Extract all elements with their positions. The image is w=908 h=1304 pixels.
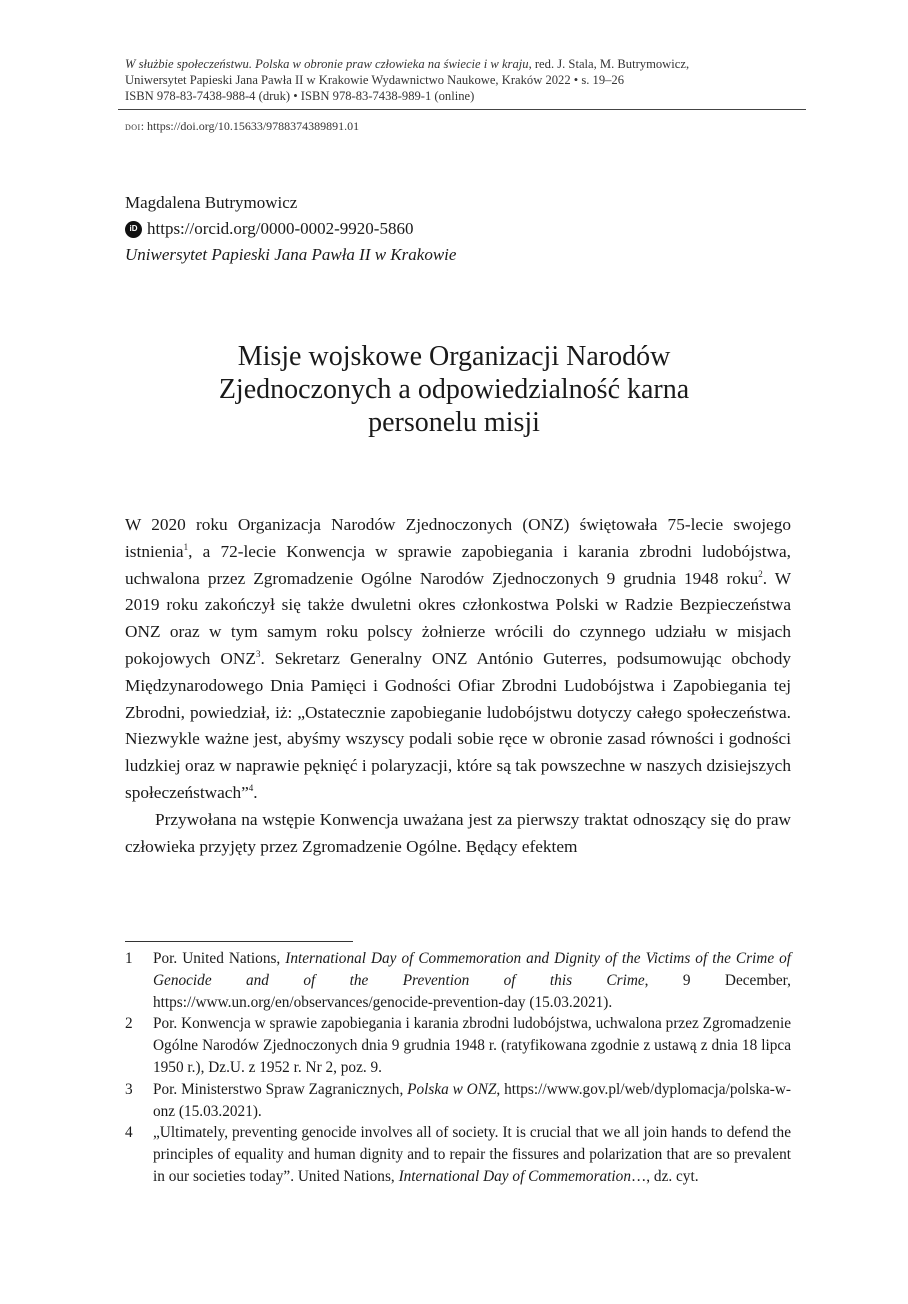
p1-segment-1: W 2020 roku Organizacja Narodów Zjednoczonych (ONZ) świętowała 75-lecie swojego istnienia xyxy=(125,515,791,561)
author-name: Magdalena Butrymowicz xyxy=(125,193,298,212)
orcid-link[interactable]: https://orcid.org/0000-0002-9920-5860 xyxy=(147,219,414,238)
p1-segment-3: . W 2019 roku zakończył się także dwuletni okres członkostwa Polski w Radzie Bezpieczeństwa ONZ oraz w tym samym roku polscy żołnierze wrócili do czynnego udziału w misjach pokojowych ONZ xyxy=(125,568,792,668)
footnotes xyxy=(125,948,791,1188)
footnote-number: 3 xyxy=(125,1080,133,1098)
title-line-1: Misje wojskowe Organizacji Narodów xyxy=(237,341,671,372)
paragraph-2: Przywołana na wstępie Konwencja uważana jest za pierwszy traktat odnoszący się do praw człowieka przyjęty przez Zgromadzenie Ogólne. Będący efektem xyxy=(125,809,791,856)
footnote-pre: „Ultimately, preventing genocide involves all of society. It is crucial that we all join hands to defend the principles of equality and human dignity and to repair the fissures and polarization that are so prevalent in our societies today”. United Nations, xyxy=(153,1124,791,1185)
footnote-ref-2[interactable]: 2 xyxy=(758,568,763,579)
footnote-text xyxy=(153,1122,791,1187)
footnote-text xyxy=(153,948,791,1013)
footnote-post: …, dz. cyt. xyxy=(630,1167,699,1185)
footnote-number: 1 xyxy=(125,950,133,967)
p1-segment-5: . xyxy=(253,782,258,802)
footnote-1 xyxy=(125,948,791,1013)
page-header xyxy=(125,56,791,104)
footnote-ref-3[interactable]: 3 xyxy=(255,649,261,660)
footnote-post: , 9 December, https://www.un.org/en/observances/genocide-prevention-day (15.03.2021). xyxy=(153,971,791,1011)
footnote-pre: Por. Konwencja w sprawie zapobiegania i karania zbrodni ludobójstwa, uchwalona przez Zgromadzenie Ogólne Narodów Zjednoczonych dnia 9 grudnia 1948 r. (ratyfikowana zgodnie z ustawą z dnia 18 lipca 1950 r.), Dz.U. z 1952 r. Nr 2, poz. 9. xyxy=(153,1015,791,1076)
footnote-rule xyxy=(125,941,353,942)
book-editors: , red. J. Stala, M. Butrymowicz, xyxy=(528,57,690,71)
doi-label: doi xyxy=(125,119,141,133)
footnote-3 xyxy=(125,1079,791,1123)
footnote-ref-1[interactable]: 1 xyxy=(183,542,189,553)
header-rule xyxy=(118,109,806,110)
footnote-number: 4 xyxy=(125,1124,133,1142)
footnote-number: 2 xyxy=(125,1015,133,1033)
author-block xyxy=(125,190,456,268)
title-line-2: Zjednoczonych a odpowiedzialność karna xyxy=(218,374,690,405)
doi-line xyxy=(125,119,359,134)
footnote-text xyxy=(153,1079,791,1123)
article-title xyxy=(100,340,808,439)
header-line-1 xyxy=(125,56,791,72)
footnote-text xyxy=(153,1013,791,1078)
title-line-3: personelu misji xyxy=(368,407,540,438)
paragraph-1 xyxy=(125,512,791,807)
footnote-italic: Polska w ONZ xyxy=(407,1080,497,1098)
doi-link[interactable]: : https://doi.org/10.15633/9788374389891.01 xyxy=(140,119,360,133)
author-affiliation: Uniwersytet Papieski Jana Pawła II w Krakowie xyxy=(125,245,457,264)
footnote-italic: International Day of Commemoration and Dignity of the Victims of the Crime of Genocide and of the Prevention of this Crime xyxy=(153,950,792,989)
footnote-pre: Por. United Nations, xyxy=(153,950,286,967)
p1-segment-4: . Sekretarz Generalny ONZ António Guterres, podsumowując obchody Międzynarodowego Dnia Pamięci i Godności Ofiar Zbrodni Ludobójstwa i Zapobiegania tej Zbrodni, powiedział, iż: „Ostatecznie zapobieganie ludobójstwu dotyczy całego społeczeństwa. Niezwykle ważne jest, abyśmy wszyscy podali sobie ręce w obronie zasad równości i godności ludzkiej oraz w naprawie pęknięć i polaryzacji, które są tak powszechne w naszych dzisiejszych społeczeństwach” xyxy=(125,648,791,802)
orcid-icon: iD xyxy=(125,221,142,238)
footnote-2 xyxy=(125,1013,791,1078)
body-text xyxy=(125,512,791,860)
footnote-ref-4[interactable]: 4 xyxy=(248,783,254,794)
header-line-3: ISBN 978-83-7438-988-4 (druk) • ISBN 978-83-7438-989-1 (online) xyxy=(125,89,475,103)
footnote-post: , https://www.gov.pl/web/dyplomacja/polska-w-onz (15.03.2021). xyxy=(153,1080,791,1120)
book-title: W służbie społeczeństwu. Polska w obronie praw człowieka na świecie i w kraju xyxy=(125,57,529,71)
orcid-line xyxy=(125,216,456,242)
footnote-pre: Por. Ministerstwo Spraw Zagranicznych, xyxy=(153,1080,408,1098)
header-line-2: Uniwersytet Papieski Jana Pawła II w Krakowie Wydawnictwo Naukowe, Kraków 2022 • s. 19–26 xyxy=(125,73,625,87)
p1-segment-2: , a 72-lecie Konwencja w sprawie zapobiegania i karania zbrodni ludobójstwa, uchwalona przez Zgromadzenie Ogólne Narodów Zjednoczonych 9 grudnia 1948 roku xyxy=(125,541,791,588)
footnote-italic: International Day of Commemoration xyxy=(398,1167,631,1185)
footnote-4 xyxy=(125,1122,791,1187)
